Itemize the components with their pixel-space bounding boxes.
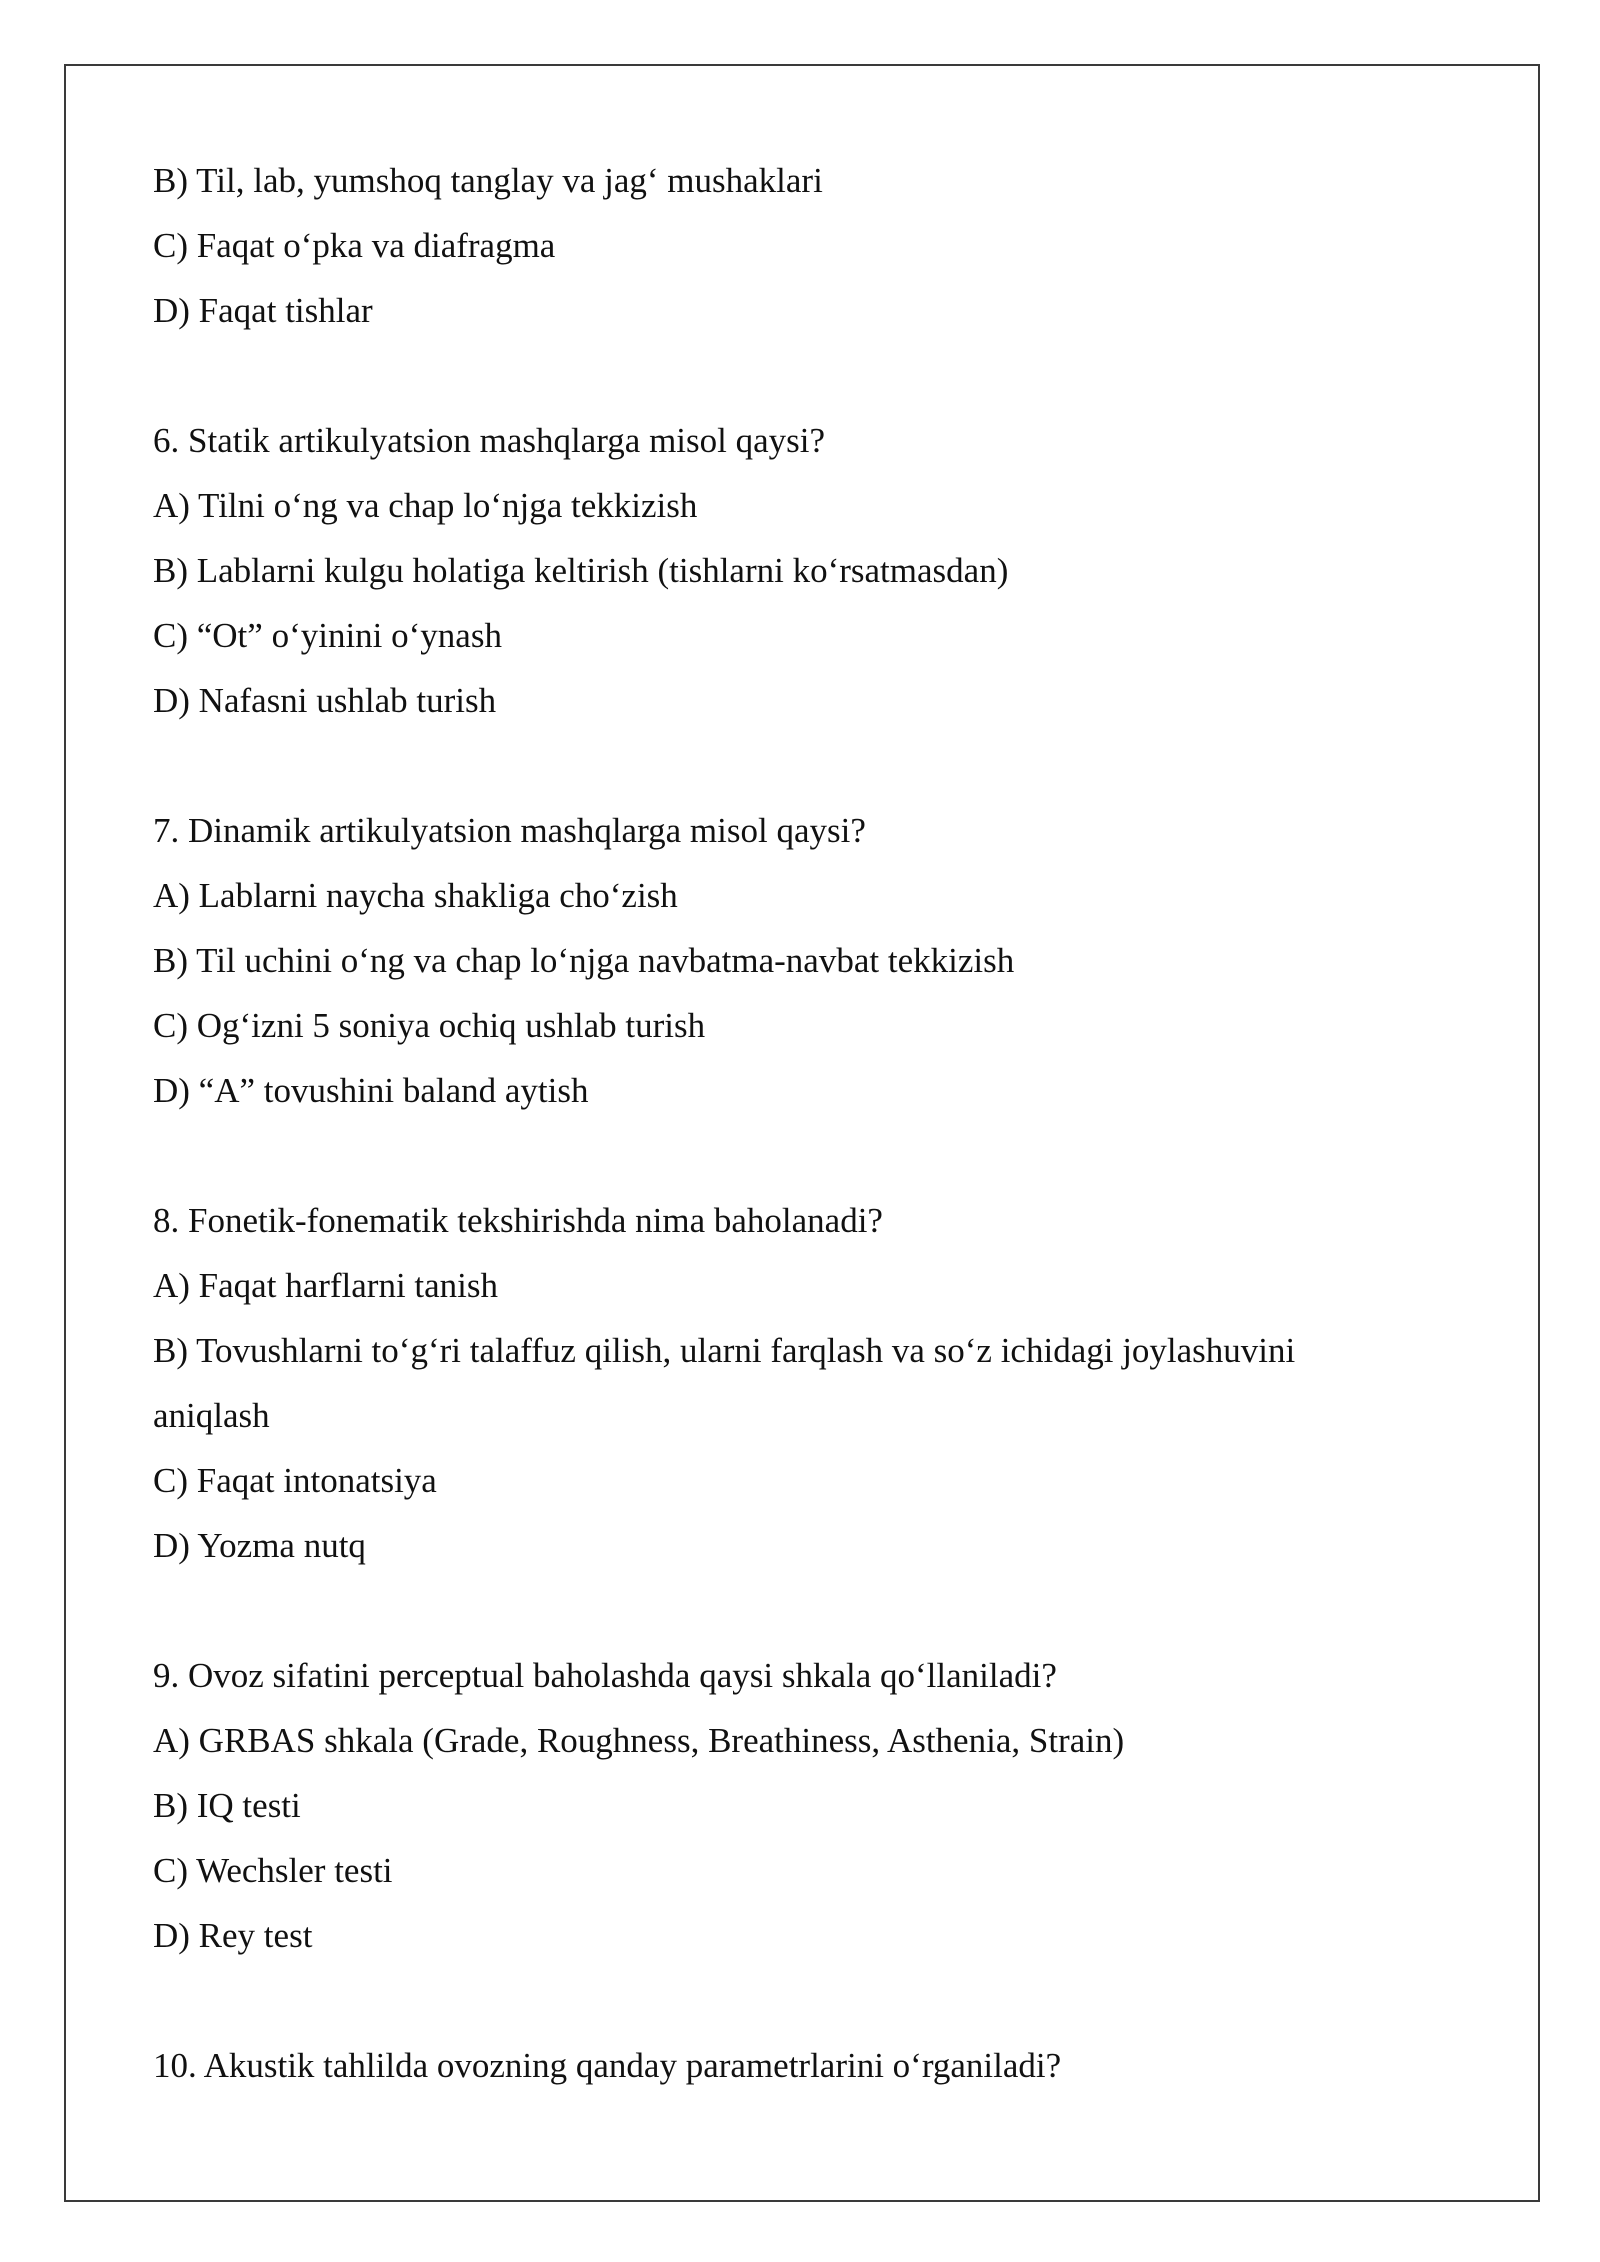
option-8-c: C) Faqat intonatsiya	[153, 1461, 437, 1500]
option-5-c: C) Faqat o‘pka va diafragma	[153, 226, 556, 265]
option-9-b: B) IQ testi	[153, 1786, 301, 1825]
option-6-d: D) Nafasni ushlab turish	[153, 681, 497, 720]
spacer	[153, 1968, 1403, 2033]
option-8-b-continued: aniqlash	[153, 1396, 270, 1435]
question-8	[153, 1188, 1403, 1578]
option-6-a: A) Tilni o‘ng va chap lo‘njga tekkizish	[153, 486, 698, 525]
option-5-d: D) Faqat tishlar	[153, 291, 373, 330]
spacer	[153, 343, 1403, 408]
option-9-a: A) GRBAS shkala (Grade, Roughness, Breathiness, Asthenia, Strain)	[153, 1721, 1125, 1760]
option-7-b: B) Til uchini o‘ng va chap lo‘njga navbatma-navbat tekkizish	[153, 941, 1015, 980]
option-9-c: C) Wechsler testi	[153, 1851, 393, 1890]
option-7-d: D) “A” tovushini baland aytish	[153, 1071, 589, 1110]
option-6-c: C) “Ot” o‘yinini o‘ynash	[153, 616, 502, 655]
option-7-c: C) Og‘izni 5 soniya ochiq ushlab turish	[153, 1006, 706, 1045]
option-9-d: D) Rey test	[153, 1916, 313, 1955]
question-10	[153, 2033, 1403, 2098]
question-8-text: 8. Fonetik-fonematik tekshirishda nima baholanadi?	[153, 1201, 883, 1240]
question-6-text: 6. Statik artikulyatsion mashqlarga misol qaysi?	[153, 421, 826, 460]
question-10-text: 10. Akustik tahlilda ovozning qanday parametrlarini o‘rganiladi?	[153, 2046, 1062, 2085]
option-7-a: A) Lablarni naycha shakliga cho‘zish	[153, 876, 678, 915]
spacer	[153, 733, 1403, 798]
option-6-b: B) Lablarni kulgu holatiga keltirish (tishlarni ko‘rsatmasdan)	[153, 551, 1009, 590]
question-7	[153, 798, 1403, 1123]
question-7-text: 7. Dinamik artikulyatsion mashqlarga misol qaysi?	[153, 811, 866, 850]
spacer	[153, 1578, 1403, 1643]
option-8-d: D) Yozma nutq	[153, 1526, 366, 1565]
question-9-text: 9. Ovoz sifatini perceptual baholashda qaysi shkala qo‘llaniladi?	[153, 1656, 1057, 1695]
option-5-b: B) Til, lab, yumshoq tanglay va jag‘ mushaklari	[153, 161, 823, 200]
question-5-continued	[153, 148, 1403, 343]
page-content	[153, 148, 1403, 2098]
spacer	[153, 1123, 1403, 1188]
question-6	[153, 408, 1403, 733]
option-8-b: B) Tovushlarni to‘g‘ri talaffuz qilish, ularni farqlash va so‘z ichidagi joylashuvini	[153, 1331, 1296, 1370]
option-8-a: A) Faqat harflarni tanish	[153, 1266, 499, 1305]
question-9	[153, 1643, 1403, 1968]
